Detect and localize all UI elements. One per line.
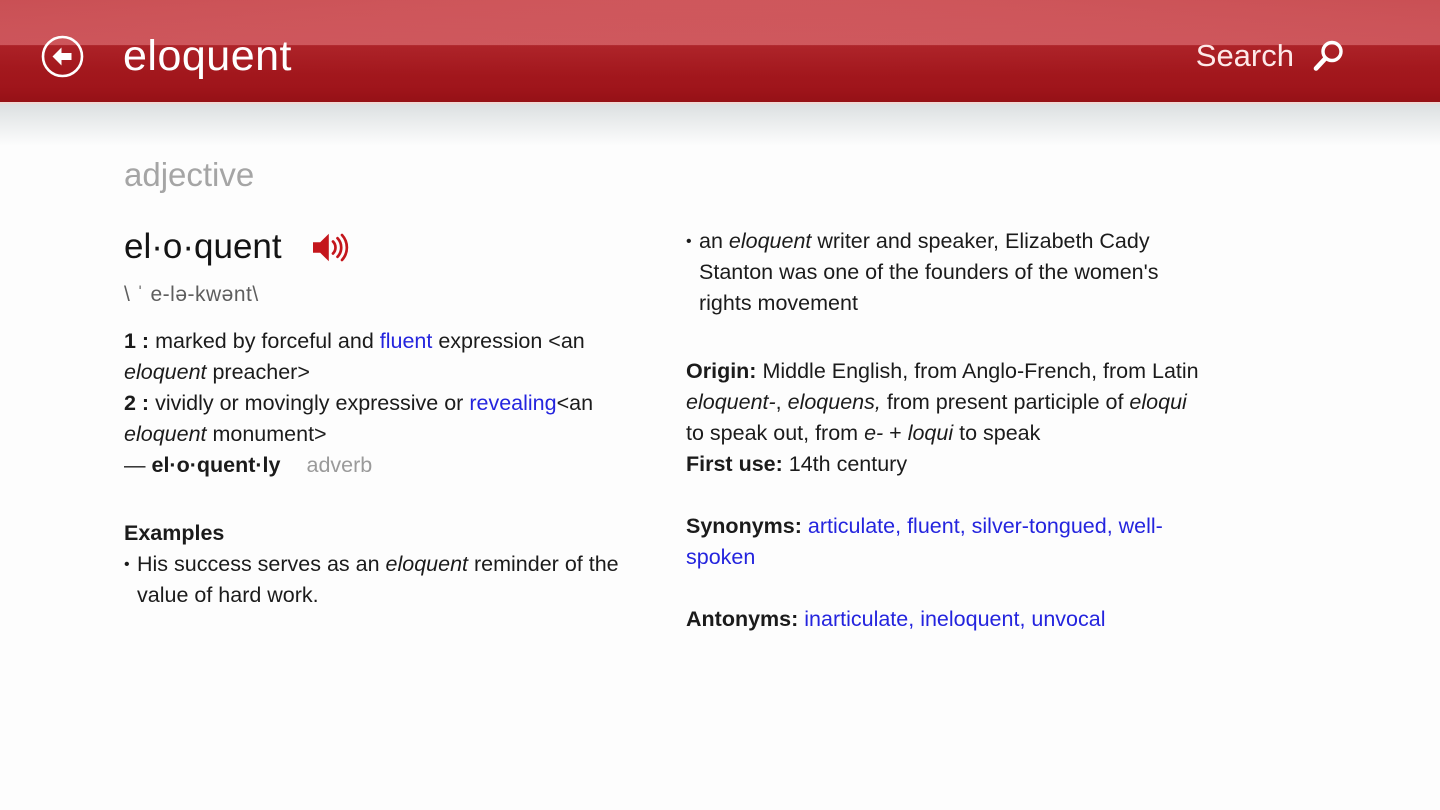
- back-arrow-icon: [40, 34, 85, 79]
- origin-paragraph: [686, 356, 1206, 449]
- magnifier-icon: [1310, 38, 1346, 75]
- text-segment: +: [883, 421, 908, 445]
- examples-heading: Examples: [124, 521, 225, 545]
- two-column-layout: [124, 226, 1320, 635]
- text-segment: expression <an: [432, 329, 585, 353]
- text-segment: eloquens,: [787, 390, 881, 414]
- part-of-speech-label: adjective: [124, 156, 255, 193]
- text-segment: Middle English, from Anglo-French, from Latin: [756, 359, 1199, 383]
- antonyms-block: [686, 604, 1206, 635]
- link-inarticulate[interactable]: inarticulate: [804, 607, 909, 631]
- example-text: [699, 226, 1206, 319]
- app-header: [0, 0, 1440, 104]
- text-segment: el·o·quent·ly: [151, 453, 281, 477]
- senses-block: [124, 326, 644, 481]
- text-segment: from present participle of: [880, 390, 1130, 414]
- text-segment: Antonyms:: [686, 607, 799, 631]
- text-segment: ,: [908, 607, 921, 631]
- text-segment: ,: [959, 514, 972, 538]
- text-segment: eloquent: [385, 552, 469, 576]
- text-segment: eloquent: [124, 422, 207, 446]
- origin-block: [686, 356, 1206, 480]
- text-segment: <an: [556, 391, 594, 415]
- headword: el·o·quent: [124, 227, 282, 266]
- text-segment: loqui: [907, 421, 954, 445]
- header-left: [40, 32, 292, 81]
- headword-row: [124, 226, 644, 268]
- text-segment: His success serves as an: [137, 552, 386, 576]
- example-item: [124, 549, 644, 611]
- text-segment: preacher>: [206, 360, 310, 384]
- page-title: eloquent: [123, 31, 292, 80]
- bullet-icon: •: [686, 233, 692, 250]
- text-segment: ,: [1019, 607, 1032, 631]
- text-segment: Synonyms:: [686, 514, 802, 538]
- text-segment: marked by forceful and: [155, 329, 380, 353]
- text-segment: to speak out, from: [686, 421, 865, 445]
- text-segment: 14th century: [782, 452, 908, 476]
- link-fluent[interactable]: fluent: [379, 329, 433, 353]
- example-text: [137, 549, 644, 611]
- link-well-spoken[interactable]: well-spoken: [686, 514, 1163, 569]
- pronounce-button[interactable]: [312, 232, 350, 263]
- link-silver-tongued[interactable]: silver-tongued: [971, 514, 1107, 538]
- text-segment: ,: [1106, 514, 1119, 538]
- definition-page: [0, 156, 1440, 635]
- text-segment: to speak: [953, 421, 1041, 445]
- text-segment: 1 :: [124, 329, 156, 353]
- header-shadow: [0, 104, 1440, 146]
- synonyms-line: [686, 511, 1206, 573]
- text-segment: ,: [895, 514, 908, 538]
- text-segment: eloquent: [728, 229, 812, 253]
- search-label: Search: [1195, 38, 1294, 73]
- bullet-icon: •: [124, 556, 130, 573]
- text-segment: writer and speaker, Elizabeth Cady Stanton was one of the founders of the women's rights movement: [699, 229, 1159, 315]
- text-segment: an: [699, 229, 729, 253]
- text-segment: vividly or movingly expressive or: [155, 391, 470, 415]
- text-segment: eloquent-: [686, 390, 776, 414]
- example-item: [686, 226, 1206, 319]
- pronunciation: \ ˈ e-lə-kwənt\: [124, 283, 259, 306]
- link-unvocal[interactable]: unvocal: [1031, 607, 1106, 631]
- text-segment: ,: [775, 390, 788, 414]
- text-segment: eloquent: [124, 360, 207, 384]
- antonyms-line: [686, 604, 1206, 635]
- sense-1: [124, 326, 644, 388]
- link-fluent[interactable]: fluent: [907, 514, 960, 538]
- synonyms-block: [686, 511, 1206, 573]
- sense-2: [124, 388, 644, 450]
- first-use-line: [686, 449, 1206, 480]
- search-button[interactable]: [1196, 38, 1346, 75]
- text-segment: adverb: [306, 453, 373, 477]
- text-segment: First use:: [686, 452, 783, 476]
- link-articulate[interactable]: articulate: [807, 514, 896, 538]
- text-segment: Origin:: [686, 359, 757, 383]
- text-segment: reminder of the value of hard work.: [137, 552, 619, 607]
- link-ineloquent[interactable]: ineloquent: [920, 607, 1020, 631]
- left-column: [124, 226, 644, 635]
- run-on-entry: [124, 450, 644, 481]
- text-segment: monument>: [206, 422, 327, 446]
- text-segment: 2 :: [124, 391, 156, 415]
- speaker-icon: [312, 232, 350, 263]
- right-column: [686, 226, 1206, 635]
- back-button[interactable]: [40, 34, 85, 79]
- link-revealing[interactable]: revealing: [469, 391, 557, 415]
- text-segment: e-: [864, 421, 884, 445]
- text-segment: —: [124, 453, 152, 477]
- examples-block: [124, 518, 644, 611]
- text-segment: eloqui: [1129, 390, 1187, 414]
